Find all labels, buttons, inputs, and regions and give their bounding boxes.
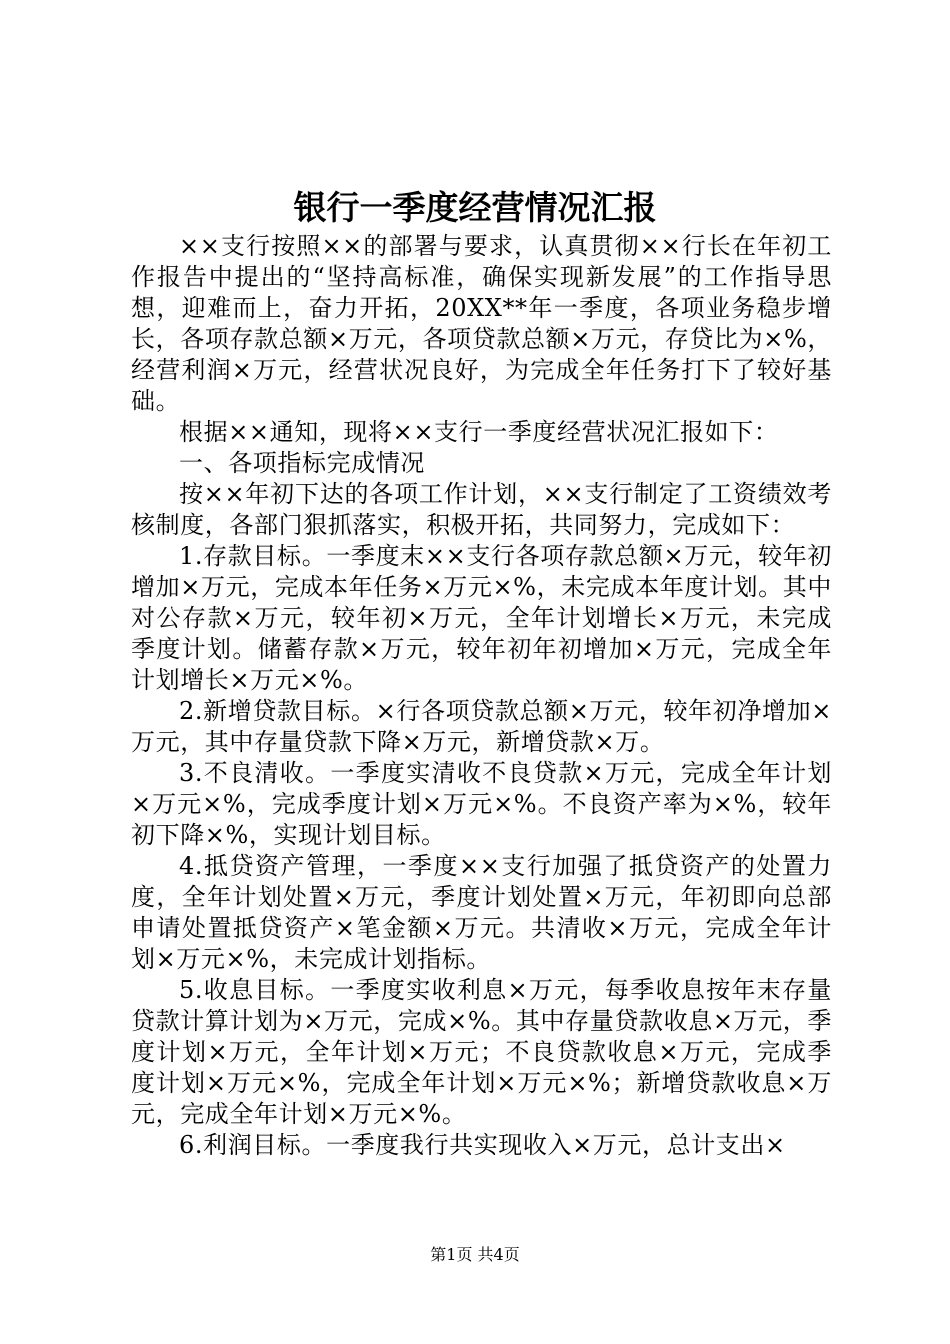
document-body xyxy=(131,231,832,1161)
document-title: 银行一季度经营情况汇报 xyxy=(293,188,657,227)
loan-target-paragraph: 2.新增贷款目标。×行各项贷款总额×万元，较年初净增加×万元，其中存量贷款下降×万元，新增贷款×万。 xyxy=(131,697,832,756)
interest-target-paragraph: 5.收息目标。一季度实收利息×万元，每季收息按年末存量贷款计算计划为×万元，完成×%。其中存量贷款收息×万元，季度计划×万元，全年计划×万元；不良贷款收息×万元，完成季度计划×万元×%，完成全年计划×万元×%；新增贷款收息×万元，完成全年计划×万元×%。 xyxy=(131,976,832,1128)
deposit-target-paragraph: 1.存款目标。一季度末××支行各项存款总额×万元，较年初增加×万元，完成本年任务×万元×%，未完成本年度计划。其中对公存款×万元，较年初×万元，全年计划增长×万元，未完成季度计划。储蓄存款×万元，较年初年初增加×万元，完成全年计划增长×万元×%。 xyxy=(131,542,832,694)
page-number-footer: 第1页 共4页 xyxy=(430,1245,520,1264)
intro-paragraph: ××支行按照××的部署与要求，认真贯彻××行长在年初工作报告中提出的“坚持高标准，确保实现新发展”的工作指导思想，迎难而上，奋力开拓，20XX**年一季度，各项业务稳步增长，各项存款总额×万元，各项贷款总额×万元，存贷比为×%，经营利润×万元，经营状况良好，为完成全年任务打下了较好基础。 xyxy=(131,232,832,415)
section-heading: 一、各项指标完成情况 xyxy=(179,449,425,477)
profit-target-paragraph: 6.利润目标。一季度我行共实现收入×万元，总计支出× xyxy=(179,1131,786,1159)
report-lead-paragraph: 根据××通知，现将××支行一季度经营状况汇报如下： xyxy=(179,418,779,446)
bad-debt-collection-paragraph: 3.不良清收。一季度实清收不良贷款×万元，完成全年计划×万元×%，完成季度计划×万元×%。不良资产率为×%，较年初下降×%，实现计划目标。 xyxy=(131,759,832,849)
plan-paragraph: 按××年初下达的各项工作计划，××支行制定了工资绩效考核制度，各部门狠抓落实，积极开拓，共同努力，完成如下： xyxy=(131,480,832,539)
foreclosed-asset-paragraph: 4.抵贷资产管理，一季度××支行加强了抵贷资产的处置力度，全年计划处置×万元，季度计划处置×万元，年初即向总部申请处置抵贷资产×笔金额×万元。共清收×万元，完成全年计划×万元×%，未完成计划指标。 xyxy=(131,852,832,973)
